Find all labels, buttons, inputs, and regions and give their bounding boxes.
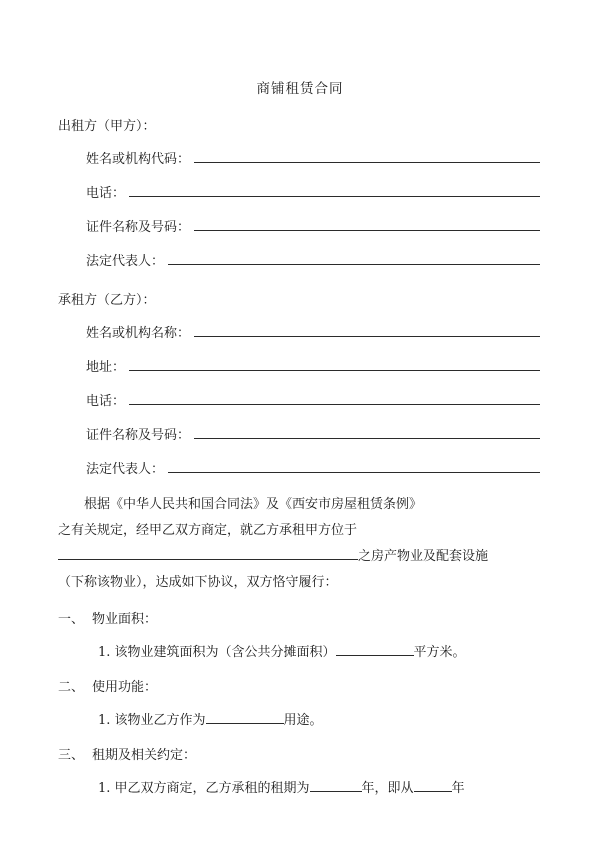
lessor-legal-rep-label: 法定代表人： — [86, 253, 165, 269]
lessor-name-code-label: 姓名或机构代码： — [86, 151, 191, 167]
clause-1-number: 一、 — [58, 611, 85, 627]
lessee-address-label: 地址： — [86, 359, 126, 375]
clause-3-item-1-mid: 年，即从 — [361, 780, 414, 796]
lessee-id-label: 证件名称及号码： — [86, 427, 191, 443]
preamble-line-1: 根据《中华人民共和国合同法》及《西安市房屋租赁条例》 — [84, 496, 423, 512]
lessee-heading: 承租方（乙方）： — [58, 292, 156, 308]
clause-3-item-1-prefix: 1. 甲乙双方商定，乙方承租的租期为 — [98, 780, 310, 796]
lessee-field-row — [58, 322, 542, 341]
clause-3-title: 租期及相关约定： — [92, 747, 197, 763]
building-area-input[interactable] — [336, 642, 414, 656]
clause-2-heading — [58, 676, 542, 695]
usage-purpose-input[interactable] — [206, 710, 284, 724]
clause-2-item-1-prefix: 1. 该物业乙方作为 — [98, 712, 206, 728]
lessor-legal-rep-input[interactable] — [168, 251, 540, 265]
clause-1-heading — [58, 608, 542, 627]
lessor-heading: 出租方（甲方）： — [58, 118, 156, 134]
preamble-line-4: （下称该物业），达成如下协议，双方恪守履行： — [58, 574, 338, 590]
lessor-field-row — [58, 182, 542, 201]
clause-2-item-1-suffix: 用途。 — [283, 712, 323, 728]
clause-2-number: 二、 — [58, 679, 85, 695]
lessee-legal-rep-label: 法定代表人： — [86, 461, 165, 477]
clause-1-item-1-prefix: 1. 该物业建筑面积为（含公共分摊面积） — [98, 644, 336, 660]
lessor-field-row — [58, 250, 542, 269]
lessee-field-row — [58, 458, 542, 477]
lessor-id-label: 证件名称及号码： — [86, 219, 191, 235]
lessee-name-label: 姓名或机构名称： — [86, 325, 191, 341]
clause-1-item-1 — [58, 641, 542, 660]
clause-3-item-1-suffix: 年 — [451, 780, 465, 796]
preamble-line-2: 之有关规定，经甲乙双方商定，就乙方承租甲方位于 — [58, 522, 358, 538]
clause-3-number: 三、 — [58, 747, 85, 763]
preamble — [58, 492, 542, 596]
lessor-id-input[interactable] — [194, 217, 540, 231]
page-title: 商铺租赁合同 — [256, 81, 344, 97]
lessee-field-row — [58, 390, 542, 409]
property-address-input[interactable] — [58, 546, 358, 560]
clause-3-heading — [58, 744, 542, 763]
lessee-field-row — [58, 356, 542, 375]
lessor-name-code-input[interactable] — [194, 149, 540, 163]
lessee-phone-label: 电话： — [86, 393, 126, 409]
lessee-id-input[interactable] — [194, 425, 540, 439]
clause-3-item-1 — [58, 777, 542, 796]
preamble-line-3-suffix: 之房产物业及配套设施 — [358, 548, 489, 564]
lessor-field-row — [58, 148, 542, 167]
lessor-field-row — [58, 216, 542, 235]
lessee-address-input[interactable] — [129, 357, 540, 371]
lessor-phone-input[interactable] — [129, 183, 540, 197]
lessee-phone-input[interactable] — [129, 391, 540, 405]
lease-start-year-input[interactable] — [414, 778, 452, 792]
clause-2-title: 使用功能： — [92, 679, 158, 695]
clause-2-item-1 — [58, 709, 542, 728]
preamble-line-3 — [58, 544, 542, 570]
lessee-field-row — [58, 424, 542, 443]
lessor-phone-label: 电话： — [86, 185, 126, 201]
lessee-name-input[interactable] — [194, 323, 540, 337]
clause-1-item-1-suffix: 平方米。 — [413, 644, 466, 660]
clause-1-title: 物业面积： — [92, 611, 158, 627]
lease-term-years-input[interactable] — [310, 778, 362, 792]
lessee-legal-rep-input[interactable] — [168, 459, 540, 473]
